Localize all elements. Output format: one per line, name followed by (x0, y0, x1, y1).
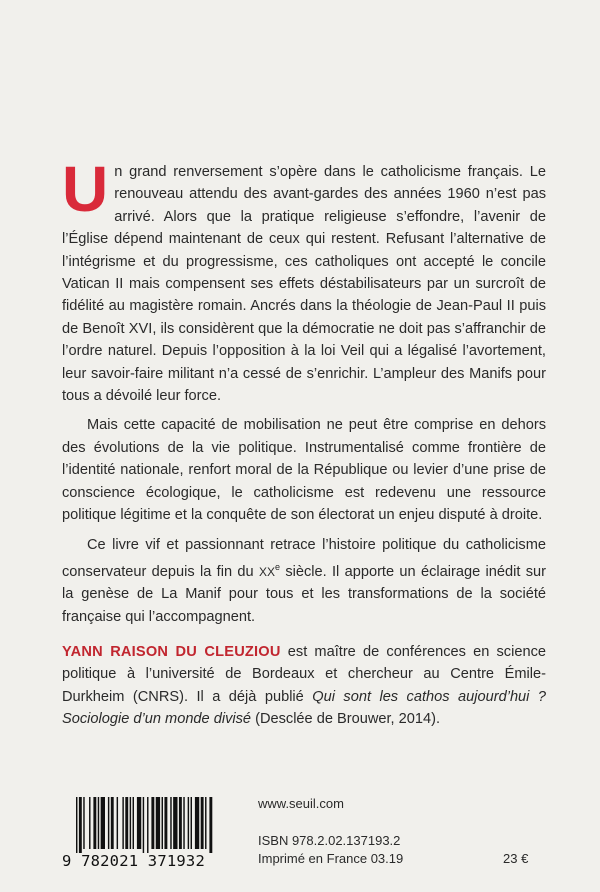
author-bio-text-2: (Desclée de Brouwer, 2014). (251, 711, 441, 728)
barcode-bars (62, 797, 244, 853)
author-name: YANN RAISON DU CLEUZIOU (62, 644, 281, 660)
barcode-bar (201, 797, 204, 849)
barcode-bar (89, 797, 90, 849)
author-bio (62, 641, 546, 731)
barcode-bar (191, 797, 192, 849)
website-link[interactable]: www.seuil.com (258, 796, 344, 811)
printed-in-text: Imprimé en France 03.19 (258, 851, 404, 866)
price-label: 23 € (503, 851, 529, 866)
barcode-bar (93, 797, 96, 849)
barcode-bar (205, 797, 206, 849)
barcode-bar (130, 797, 131, 849)
barcode-bar (162, 797, 163, 849)
blurb-paragraph-3-end: siècle. Il apporte un éclairage inédit sur la genèse de La Manif pour tous et les transformations de la société française qui l’accompagnent. (62, 563, 546, 625)
century-numeral: XX (258, 564, 275, 579)
barcode-bar (133, 797, 134, 849)
barcode-bar (164, 797, 167, 849)
barcode-bar (173, 797, 177, 849)
blurb-paragraph-2: Mais cette capacité de mobilisation ne peut être comprise en dehors des évolutions de la vie politique. Instrumentalisé comme frontière de l’identité nationale, renfort moral de la République ou levier d’une prise de conscience écologique, le catholicisme est redevenu une ressource politique légitime et la conquête de son électorat un enjeu disputé à droite. (62, 417, 546, 524)
barcode-bar (188, 797, 189, 849)
barcode-bar (156, 797, 160, 849)
barcode-digits: 9 782021 371932 (62, 852, 205, 870)
previous-book-title: Qui sont les cathos aujourd’hui ? Sociologie d’un monde divisé (62, 688, 546, 728)
barcode-bar (117, 797, 118, 849)
barcode-bar (122, 797, 123, 849)
barcode-bar (79, 797, 82, 853)
barcode-bar (108, 797, 109, 849)
barcode-bar (137, 797, 141, 849)
barcode-bar (170, 797, 171, 849)
isbn-text: ISBN 978.2.02.137193.2 (258, 833, 401, 848)
barcode-bar (183, 797, 184, 849)
barcode-bar (101, 797, 105, 849)
barcode-bar (179, 797, 182, 849)
barcode-bar (76, 797, 77, 853)
barcode-bar (143, 797, 144, 853)
author-bio-text-1: est maître de conférences en science politique à l’université de Bordeaux et chercheur au Centre Émile-Durkheim (CNRS). Il a déjà publié (62, 644, 546, 705)
drop-cap: U (62, 153, 109, 225)
blurb-paragraph-3 (62, 534, 546, 628)
blurb-paragraph-1-text: n grand renversement s’opère dans le catholicisme français. Le renouveau attendu des avant-gardes des années 1960 n’est pas arrivé. Alors que la pratique religieuse s’effondre, l’avenir de l’Église dépend maintenant de ceux qui restent. Refusant l’alternative de l’intégrisme et du progressisme, ces catholiques ont accepté le concile Vatican II mais compensent ses effets déstabilisateurs par un surcroît de fidélité au magistère romain. Ancrés dans la théologie de Jean-Paul II puis de Benoît XVI, ils considèrent que la démocratie ne doit pas s’affranchir de l’ordre naturel. Depuis l’opposition à la loi Veil qui a légalisé l’avortement, leur savoir-faire militant n’a cessé de s’enrichir. L’ampleur des Manifs pour tous a dévoilé leur force. (62, 164, 546, 405)
barcode-bar (83, 797, 84, 849)
barcode-bar (125, 797, 128, 849)
century-superscript: e (274, 561, 280, 572)
blurb-paragraph-1 (62, 153, 546, 407)
barcode-bar (111, 797, 114, 849)
isbn-barcode (62, 797, 244, 871)
barcode-bar (195, 797, 199, 849)
barcode-bar (147, 797, 148, 853)
back-cover-blurb (62, 153, 546, 628)
barcode-bar (209, 797, 212, 853)
blurb-paragraph-3-start: Ce livre vif et passionnant retrace l’histoire politique du catholicisme conservateur depuis la fin du (62, 536, 546, 580)
barcode-bar (98, 797, 99, 849)
barcode-bar (151, 797, 154, 849)
